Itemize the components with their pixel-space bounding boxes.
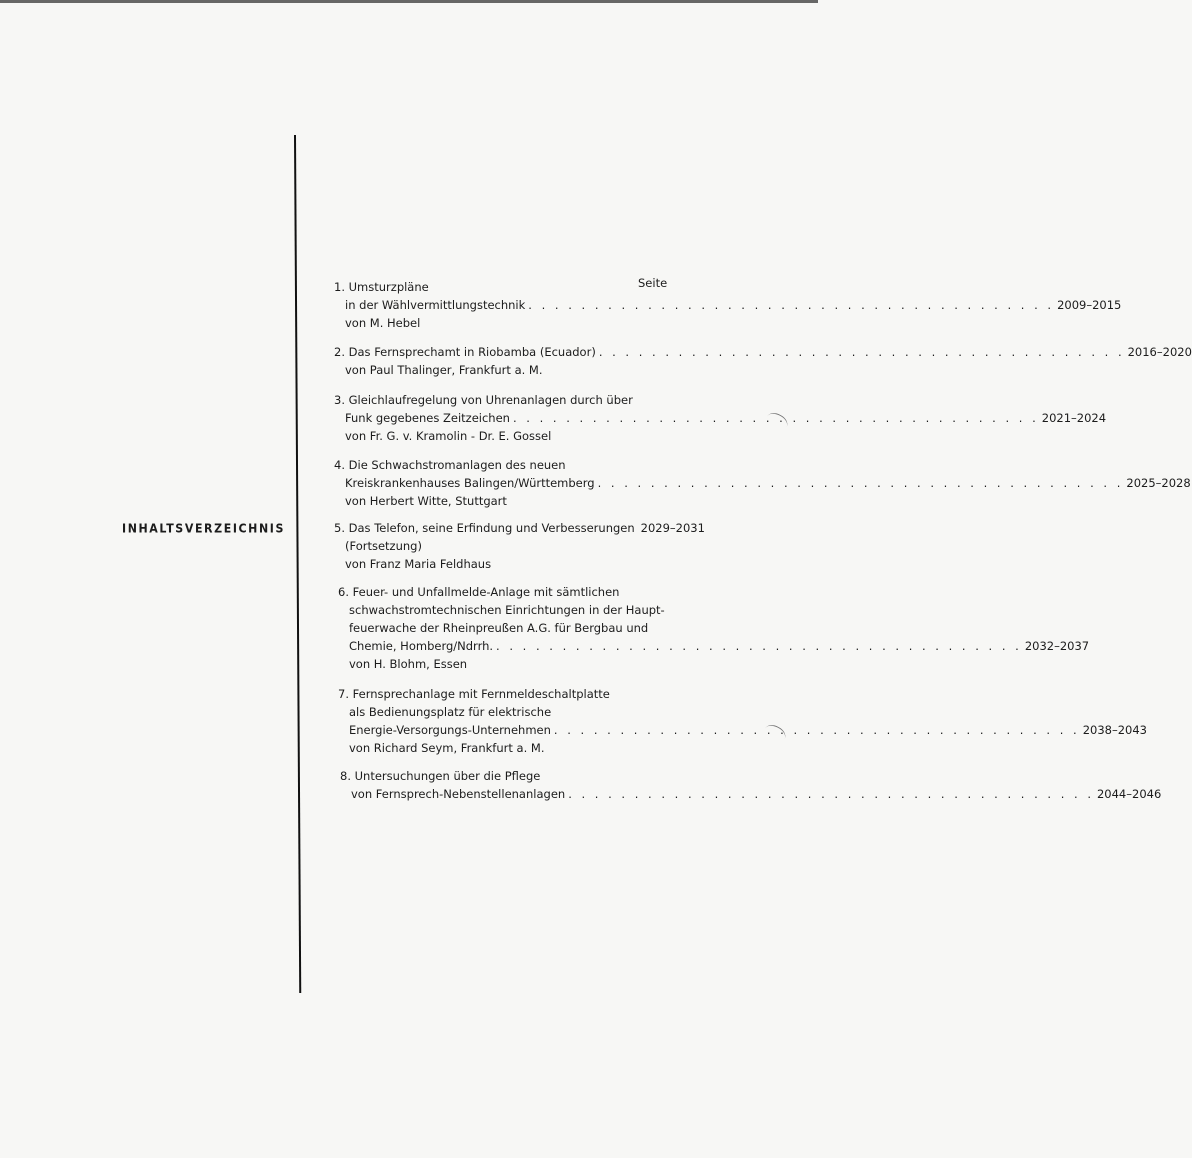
entry-title-line: Feuer- und Unfallmelde-Anlage mit sämtlichen (352, 585, 620, 599)
dot-leader: . . . . . . . . . . . . . . . . . . . . . . . . . . . . . . . . . . . . . . . . (512, 411, 1039, 425)
entry-title-line: Gleichlaufregelung von Uhrenanlagen durch über (348, 393, 633, 407)
dot-leader: . . . . . . . . . . . . . . . . . . . . . . . . . . . . . . . . . . . . . . . . (568, 787, 1094, 801)
entry-title-line: in der Wählvermittlungstechnik (345, 298, 526, 312)
entry-author: von M. Hebel (345, 316, 421, 330)
entry-author: von Fr. G. v. Kramolin - Dr. E. Gossel (345, 429, 552, 443)
entry-title-line: Das Telefon, seine Erfindung und Verbesserungen (348, 521, 635, 535)
entry-number: 6. (338, 585, 349, 599)
page-range: 2038–2043 (1082, 723, 1147, 737)
toc-entry (338, 685, 1147, 757)
entry-title-line: Funk gegebenes Zeitzeichen (345, 411, 510, 425)
scan-top-edge (0, 0, 818, 3)
entry-author: von Richard Seym, Frankfurt a. M. (349, 741, 545, 755)
dot-leader: . . . . . . . . . . . . . . . . . . . . . . . . . . . . . . . . . . . . . . . . (598, 345, 1125, 359)
page-range: 2032–2037 (1024, 639, 1090, 653)
page-range: 2021–2024 (1041, 411, 1107, 425)
toc-entry (334, 278, 1122, 332)
dot-leader: . . . . . . . . . . . . . . . . . . . . . . . . . . . . . . . . . . . . . . . . (553, 723, 1080, 737)
toc-entry (334, 391, 1107, 445)
page-range: 2025–2028 (1126, 476, 1191, 490)
page-range: 2016–2020 (1127, 345, 1192, 359)
dot-leader: . . . . . . . . . . . . . . . . . . . . . . . . . . . . . . . . . . . . . . . . (496, 639, 1022, 653)
toc-entry (334, 456, 1191, 510)
page-column-label: Seite (638, 276, 668, 290)
entry-title-line: als Bedienungsplatz für elektrische (349, 705, 552, 719)
toc-entry (334, 343, 1192, 379)
entry-author: von Paul Thalinger, Frankfurt a. M. (345, 363, 543, 377)
entry-author: von H. Blohm, Essen (349, 657, 468, 671)
toc-heading: INHALTSVERZEICHNIS (122, 521, 286, 536)
entry-title-line: Untersuchungen über die Pflege (354, 769, 541, 783)
entry-title-line: Die Schwachstromanlagen des neuen (348, 458, 566, 472)
page-range: 2029–2031 (640, 521, 705, 535)
entry-number: 8. (340, 769, 351, 783)
entry-title-line: Energie-Versorgungs-Unternehmen (349, 723, 551, 737)
entry-number: 7. (338, 687, 349, 701)
toc-entry (338, 583, 1090, 673)
entry-author: von Herbert Witte, Stuttgart (345, 494, 507, 508)
page-range: 2044–2046 (1096, 787, 1162, 801)
entry-title-line: Das Fernsprechamt in Riobamba (Ecuador) (348, 345, 596, 359)
entry-number: 5. (334, 521, 345, 535)
entry-number: 2. (334, 345, 345, 359)
entry-number: 3. (334, 393, 345, 407)
entry-author: von Franz Maria Feldhaus (345, 557, 492, 571)
dot-leader: . . . . . . . . . . . . . . . . . . . . . . . . . . . . . . . . . . . . . . . . (528, 298, 1055, 312)
entry-title-line: schwachstromtechnischen Einrichtungen in der Haupt- (349, 603, 665, 617)
entry-number: 4. (334, 458, 345, 472)
entry-title-line: von Fernsprech-Nebenstellenanlagen (351, 787, 566, 801)
entry-title-line: Kreiskrankenhauses Balingen/Württemberg (345, 476, 595, 490)
entry-number: 1. (334, 280, 345, 294)
dot-leader: . . . . . . . . . . . . . . . . . . . . . . . . . . . . . . . . . . . . . . . . (597, 476, 1124, 490)
page-range: 2009–2015 (1057, 298, 1122, 312)
entry-title-line: Chemie, Homberg/Ndrrh. (349, 639, 494, 653)
entry-title-line: feuerwache der Rheinpreußen A.G. für Bergbau und (349, 621, 649, 635)
vertical-rule (294, 135, 301, 993)
toc-entry (334, 519, 705, 573)
entry-title-line: Umsturzpläne (348, 280, 429, 294)
toc-entry (340, 767, 1162, 803)
entry-title-line: Fernsprechanlage mit Fernmeldeschaltplatte (352, 687, 610, 701)
entry-title-line: (Fortsetzung) (345, 539, 422, 553)
